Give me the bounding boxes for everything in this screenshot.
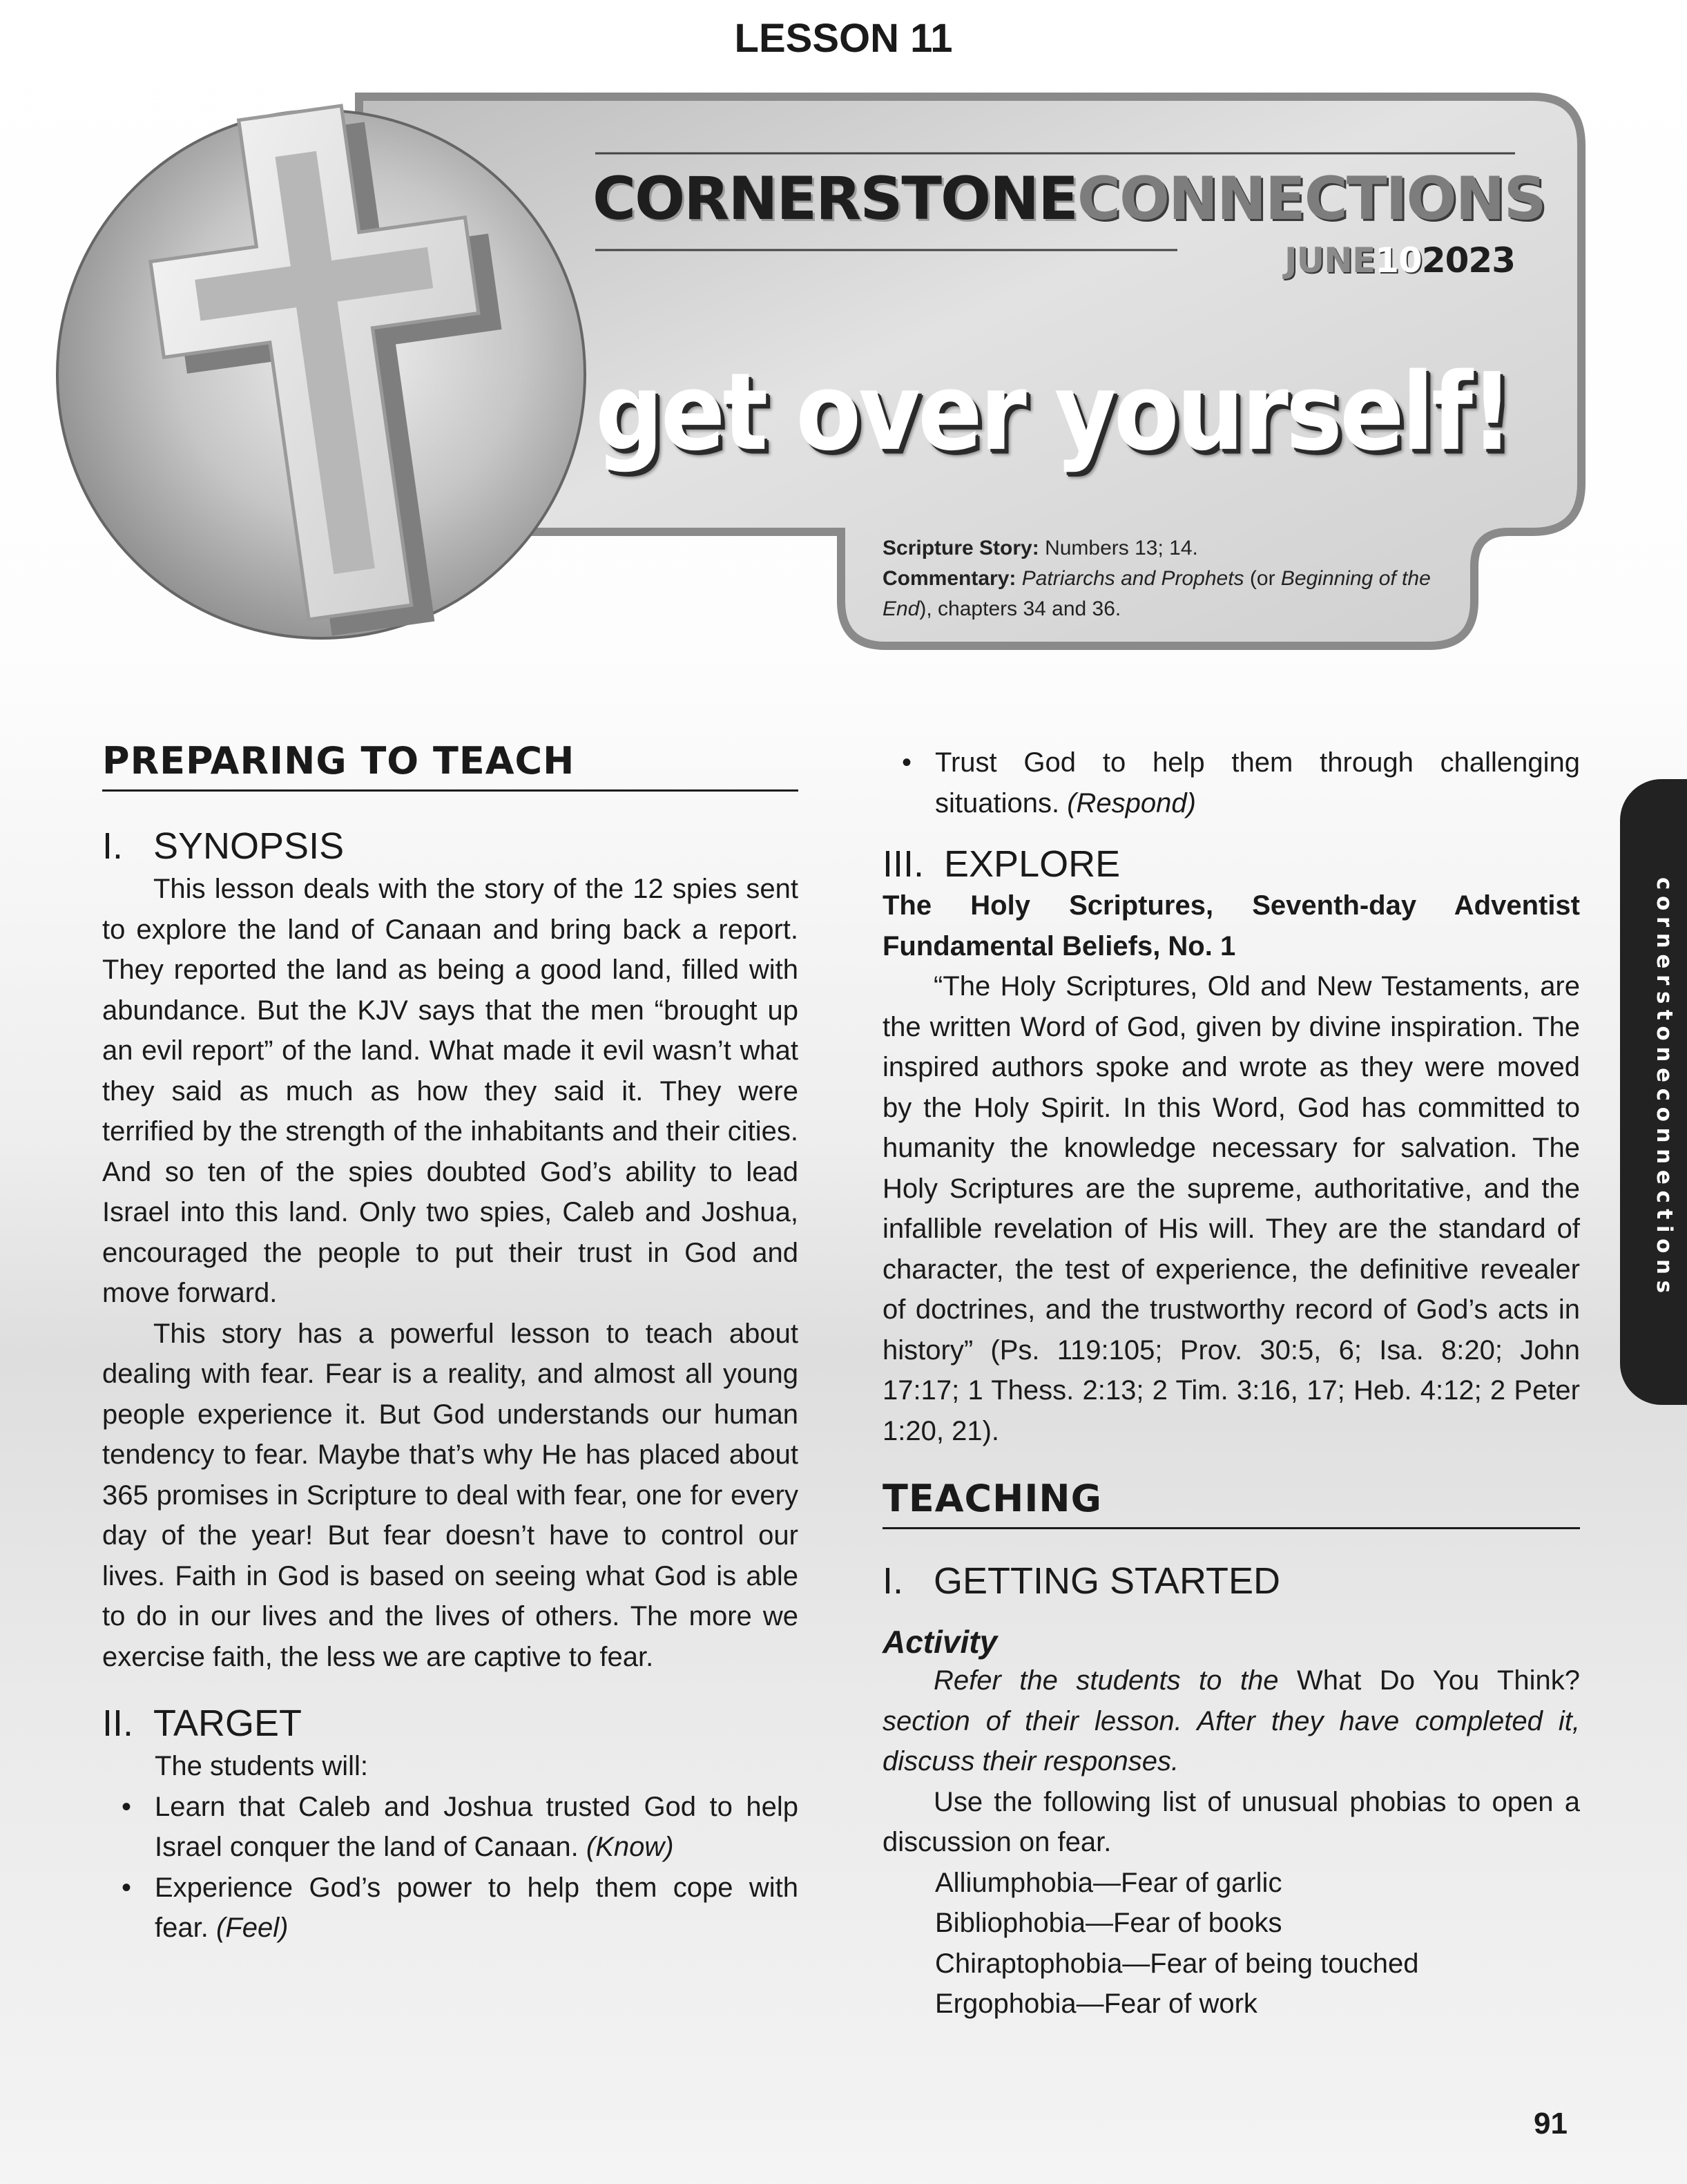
getting-started-heading: I. GETTING STARTED	[883, 1560, 1281, 1602]
issue-date: JUNE102023	[1284, 240, 1515, 280]
brand-logo: CORNERSTONECONNECTIONS	[592, 164, 1545, 233]
target-intro: The students will:	[155, 1751, 369, 1781]
commentary: Commentary: Patriarchs and Prophets (or Beginning of the End), chapters 34 and 36.	[883, 567, 1431, 620]
fundamental-belief-title: The Holy Scriptures, Seventh-day Adventist Fundamental Beliefs, No. 1	[883, 890, 1580, 961]
synopsis-heading: I. SYNOPSIS	[102, 825, 345, 867]
list-item: Chiraptophobia—Fear of being touched	[935, 1948, 1419, 1979]
list-item: • Trust God to help them through challenging situations. (Respond)	[935, 743, 1580, 823]
synopsis-paragraph-1: This lesson deals with the story of the 12 spies sent to explore the land of Canaan and bring back a report. They reported the land as being a good land, filled with abundance. But the KJV says that the men “brought up an evil report” of the land. What made it evil wasn’t what they said as much as how they said it. They were terrified by the strength of the inhabitants and their cities. And so ten of the spies doubted God’s ability to lead Israel into this land. Only two spies, Caleb and Joshua, encouraged the people to put their trust in God and move forward.	[102, 874, 798, 1308]
lesson-title: get over yourself!	[595, 349, 1511, 475]
fundamental-belief-text: “The Holy Scriptures, Old and New Testaments, are the written Word of God, given by divine inspiration. The inspired authors spoke and wrote as they were moved by the Holy Spirit. In this Word, God has committed to humanity the knowledge necessary for salvation. The Holy Scriptures are the supreme, authoritative, and the infallible revelation of His will. They are the standard of character, the test of experience, the definitive revealer of doctrines, and the trustworthy record of God’s acts in history” (Ps. 119:105; Prov. 30:5, 6; Isa. 8:20; John 17:17; 1 Thess. 2:13; 2 Tim. 3:16, 17; Heb. 4:12; 2 Peter 1:20, 21).	[883, 971, 1580, 1446]
list-item: • Experience God’s power to help them cope with fear. (Feel)	[155, 1868, 798, 1948]
lesson-label: LESSON 11	[734, 16, 953, 61]
activity-instructions: Refer the students to the What Do You Think? section of their lesson. After they have completed it, discuss their responses.	[883, 1665, 1580, 1776]
target-list-continued	[883, 743, 1580, 823]
page-number: 91	[1534, 2107, 1568, 2140]
scripture-story: Scripture Story: Numbers 13; 14.	[883, 537, 1198, 559]
list-item: Bibliophobia—Fear of books	[935, 1908, 1282, 1938]
side-tab-label: cornerstoneconnections	[1652, 877, 1677, 1299]
right-column	[883, 743, 1580, 2024]
section-title-preparing: PREPARING TO TEACH	[102, 743, 798, 792]
target-heading: II. TARGET	[102, 1703, 302, 1744]
list-item: • Learn that Caleb and Joshua trusted God to help Israel conquer the land of Canaan. (Know)	[155, 1787, 798, 1868]
phobia-intro: Use the following list of unusual phobias to open a discussion on fear.	[883, 1786, 1580, 1857]
list-item: Alliumphobia—Fear of garlic	[935, 1867, 1282, 1898]
section-title-teaching: TEACHING	[883, 1480, 1580, 1529]
activity-label: Activity	[883, 1624, 998, 1660]
left-column	[102, 739, 798, 1948]
list-item: Ergophobia—Fear of work	[935, 1989, 1257, 2019]
scripture-box	[883, 533, 1456, 624]
synopsis-paragraph-2: This story has a powerful lesson to teach about dealing with fear. Fear is a reality, and almost all young people experience it. But God understands our human tendency to fear. Maybe that’s why He has placed about 365 promises in Scripture to deal with fear, one for every day of the year! But fear doesn’t have to control our lives. Faith in God is based on seeing what God is able to do in our lives and the lives of others. The more we exercise faith, the less we are captive to fear.	[102, 1318, 798, 1672]
target-list	[102, 1787, 798, 1948]
explore-heading: III. EXPLORE	[883, 843, 1121, 885]
